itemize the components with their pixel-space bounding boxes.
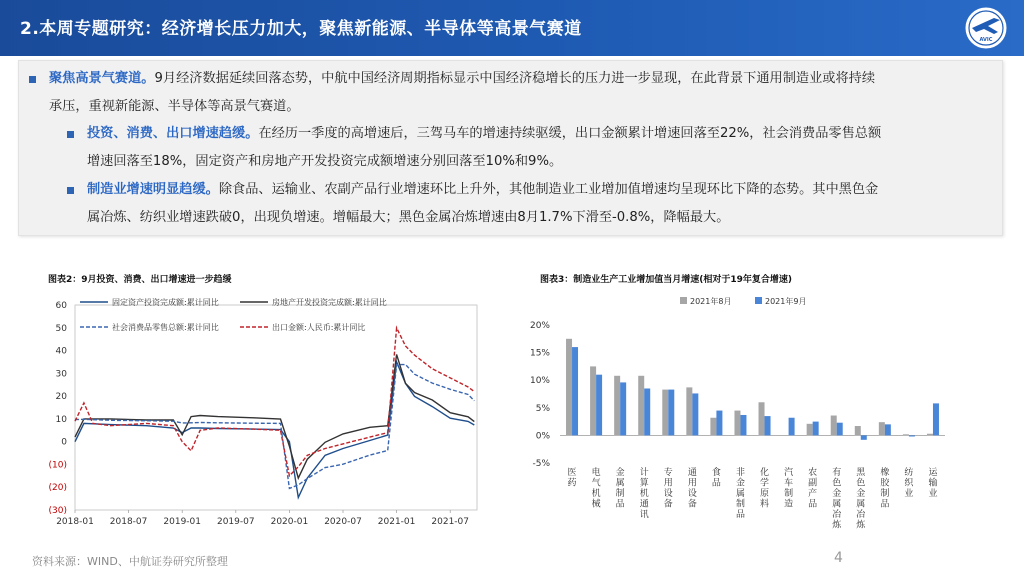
x-category-label-char: 通 (639, 499, 649, 510)
x-category-label-char: 品 (711, 478, 721, 489)
legend-label: 2021年9月 (765, 297, 807, 306)
y-tick-label: 0 (61, 437, 67, 448)
bar-1-6 (716, 411, 722, 436)
x-category-label-char: 冶 (832, 510, 842, 520)
x-category-label-char: 医 (567, 468, 577, 478)
avic-logo-icon (964, 6, 1008, 50)
bullet-square-icon (67, 187, 74, 194)
x-category-label-char: 非 (735, 468, 745, 478)
bar-1-9 (789, 418, 795, 436)
y-tick-label: (10) (48, 460, 67, 471)
x-category-label-char: 炼 (856, 520, 866, 531)
x-category-label-char: 属 (615, 478, 625, 489)
x-category-label-char: 车 (784, 478, 794, 489)
paragraph-1-highlight: 聚焦高景气赛道。 (49, 71, 155, 86)
bar-0-5 (686, 387, 692, 435)
x-tick-label: 2020-01 (270, 517, 309, 527)
x-category-label-char: 设 (663, 489, 673, 499)
x-category-label-char: 炼 (832, 520, 842, 531)
paragraph-1 (49, 65, 999, 120)
x-category-label-char: 专 (663, 468, 673, 478)
x-category-label-char: 算 (639, 478, 649, 489)
x-category-label-char: 计 (639, 468, 649, 478)
x-category-label-char: 金 (735, 478, 745, 489)
x-category-label-char: 气 (591, 478, 601, 489)
legend-label: 固定资产投资完成额:累计同比 (112, 298, 219, 307)
paragraph-2-text: 在经历一季度的高增速后，三驾马车的增速持续驱缓，出口金额累计增速回落至22%，社会消费品零售总额 (258, 126, 882, 141)
x-category-label-char: 农 (808, 468, 818, 478)
x-category-label-char: 属 (735, 489, 745, 499)
legend-label: 社会消费品零售总额:累计同比 (112, 323, 219, 332)
x-category-label-char: 纺 (904, 468, 914, 478)
x-category-label-char: 制 (735, 499, 745, 510)
paragraph-3-line-1 (87, 176, 999, 204)
x-category-label-char: 制 (880, 489, 890, 499)
y-tick-label: 15% (529, 348, 550, 359)
x-category-label-char: 金 (832, 489, 842, 499)
x-tick-label: 2018-07 (109, 517, 148, 527)
x-category-label-char: 制 (615, 489, 625, 499)
x-tick-label: 2021-01 (377, 517, 416, 527)
logo-text: AVIC (979, 37, 993, 43)
bar-0-12 (855, 426, 861, 435)
bar-1-14 (909, 435, 915, 436)
legend-label: 2021年8月 (690, 297, 732, 306)
x-category-label-char: 机 (639, 489, 649, 499)
bar-1-7 (740, 415, 746, 435)
y-tick-label: (30) (48, 506, 67, 516)
legend-label: 出口金额:人民币:累计同比 (272, 323, 366, 332)
y-tick-label: 20% (529, 321, 550, 331)
paragraph-1-line-1 (49, 65, 999, 93)
x-category-label-char: 输 (928, 478, 938, 489)
x-category-label-char: 品 (615, 499, 625, 510)
paragraph-3-text: 除食品、运输业、农副产品行业增速环比上升外，其他制造业工业增加值增速均呈现环比下降的态势。其中黑色金 (218, 182, 879, 197)
summary-box (18, 60, 1003, 236)
bar-0-7 (734, 411, 740, 436)
x-category-label-char: 械 (591, 499, 601, 510)
series-line-1 (75, 354, 474, 478)
x-category-label-char: 备 (663, 499, 673, 510)
x-tick-label: 2021-07 (431, 517, 470, 527)
page-title: 2.本周专题研究：经济增长压力加大，聚焦新能源、半导体等高景气赛道 (20, 19, 582, 39)
x-category-label-char: 运 (928, 468, 938, 478)
series-line-2 (75, 365, 474, 489)
y-tick-label: 5% (535, 403, 550, 414)
x-category-label-char: 设 (687, 489, 697, 499)
y-tick-label: 60 (55, 301, 67, 311)
y-tick-label: -5% (532, 459, 550, 469)
x-category-label-char: 业 (904, 489, 914, 499)
bar-0-8 (759, 402, 765, 435)
bar-0-2 (614, 376, 620, 436)
legend-label: 房地产开发投资完成额:累计同比 (272, 298, 387, 307)
bar-0-6 (710, 418, 716, 436)
x-category-label-char: 冶 (856, 510, 866, 520)
bar-1-12 (861, 435, 867, 439)
bar-1-11 (837, 423, 843, 436)
bullet-square-icon (67, 131, 74, 138)
legend-swatch (680, 297, 687, 304)
x-category-label-char: 副 (808, 478, 818, 489)
bar-1-1 (596, 375, 602, 436)
x-category-label-char: 原 (760, 489, 770, 499)
bar-chart (515, 290, 955, 548)
bar-1-13 (885, 424, 891, 435)
x-category-label-char: 产 (808, 489, 818, 499)
x-category-label-char: 属 (832, 499, 842, 510)
x-category-label-char: 药 (567, 478, 577, 489)
legend-swatch (755, 297, 762, 304)
figure-3-title: 图表3：制造业生产工业增加值当月增速(相对于19年复合增速) (540, 275, 793, 285)
x-category-label-char: 用 (687, 478, 697, 489)
x-category-label-char: 备 (687, 499, 697, 510)
x-tick-label: 2020-07 (324, 517, 362, 527)
x-category-label-char: 机 (591, 489, 601, 499)
plot-frame (75, 305, 477, 510)
x-category-label-char: 品 (808, 499, 818, 510)
bar-1-2 (620, 382, 626, 435)
bar-0-0 (566, 339, 572, 436)
x-category-label-char: 电 (591, 468, 601, 478)
x-category-label-char: 通 (687, 468, 697, 478)
bar-0-4 (662, 390, 668, 436)
paragraph-2-highlight: 投资、消费、出口增速趋缓。 (87, 126, 259, 141)
bar-1-5 (692, 393, 698, 435)
paragraph-2-line-1 (87, 120, 999, 148)
footer-source: 资料来源：WIND、中航证券研究所整理 (32, 555, 228, 568)
bar-0-3 (638, 376, 644, 436)
paragraph-3-highlight: 制造业增速明显趋缓。 (87, 182, 219, 197)
x-category-label-char: 用 (663, 478, 673, 489)
x-category-label-char: 织 (904, 478, 914, 489)
bar-0-13 (879, 422, 885, 435)
x-category-label-char: 金 (615, 468, 625, 478)
y-tick-label: 10 (55, 414, 67, 425)
y-tick-label: 40 (55, 346, 67, 357)
x-category-label-char: 胶 (880, 478, 890, 489)
x-category-label-char: 属 (856, 499, 866, 510)
x-category-label-char: 料 (760, 499, 770, 510)
x-category-label-char: 品 (735, 510, 745, 520)
paragraph-1-line-2: 承压，重视新能源、半导体等高景气赛道。 (49, 98, 300, 114)
paragraph-3 (87, 176, 999, 231)
y-tick-label: 20 (55, 392, 67, 403)
header-bar (0, 0, 1024, 56)
x-category-label-char: 金 (856, 489, 866, 499)
bar-1-8 (765, 416, 771, 435)
x-category-label-char: 品 (880, 499, 890, 510)
x-category-label-char: 有 (832, 468, 842, 478)
bar-0-15 (927, 434, 933, 436)
x-category-label-char: 汽 (784, 468, 794, 478)
x-category-label-char: 色 (856, 478, 866, 489)
x-category-label-char: 黑 (856, 468, 866, 478)
series-line-3 (75, 328, 474, 476)
x-category-label-char: 讯 (639, 510, 649, 520)
bar-0-14 (903, 434, 909, 435)
paragraph-2 (87, 120, 999, 175)
x-category-label-char: 业 (928, 489, 938, 499)
line-chart (30, 290, 500, 540)
bar-1-10 (813, 422, 819, 436)
bullet-square-icon (29, 76, 36, 83)
paragraph-1-text: 9月经济数据延续回落态势，中航中国经济周期指标显示中国经济稳增长的压力进一步显现，在此背景下通用制造业或将持续 (154, 71, 876, 86)
x-tick-label: 2018-01 (56, 517, 94, 527)
y-tick-label: 30 (55, 369, 67, 380)
paragraph-3-line-2: 属冶炼、纺织业增速跌破0，出现负增速。增幅最大；黑色金属冶炼增速由8月1.7%下滑至-0.8%，降幅最大。 (87, 209, 730, 225)
x-tick-label: 2019-01 (163, 517, 202, 527)
bar-0-10 (807, 424, 813, 436)
y-tick-label: (20) (48, 483, 67, 494)
y-tick-label: 50 (55, 323, 67, 334)
y-tick-label: 0% (535, 431, 550, 442)
x-category-label-char: 橡 (880, 468, 890, 478)
bar-0-11 (831, 416, 837, 436)
x-tick-label: 2019-07 (216, 517, 255, 527)
x-category-label-char: 制 (784, 489, 794, 499)
x-category-label-char: 色 (832, 478, 842, 489)
page-number: 4 (834, 550, 843, 566)
x-category-label-char: 造 (784, 499, 794, 510)
paragraph-2-line-2: 增速回落至18%，固定资产和房地产开发投资完成额增速分别回落至10%和9%。 (87, 153, 563, 169)
y-tick-label: 10% (529, 376, 550, 387)
x-category-label-char: 学 (760, 478, 770, 489)
series-line-0 (75, 362, 474, 498)
x-category-label-char: 化 (760, 468, 770, 478)
bar-1-15 (933, 403, 939, 435)
bar-1-0 (572, 347, 578, 435)
bar-0-1 (590, 366, 596, 435)
figure-2-title: 图表2：9月投资、消费、出口增速进一步趋缓 (48, 275, 232, 285)
bar-1-3 (644, 388, 650, 435)
x-category-label-char: 食 (711, 468, 721, 478)
bar-1-4 (668, 390, 674, 436)
